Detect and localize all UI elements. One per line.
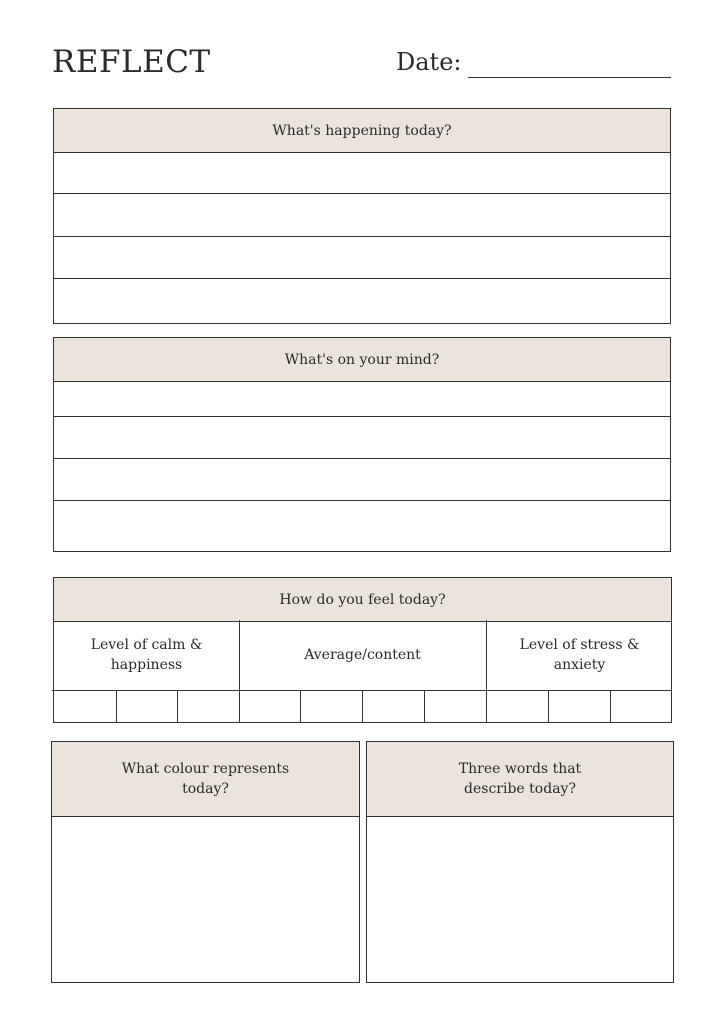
writing-line[interactable]	[54, 278, 670, 279]
words-section	[366, 741, 674, 983]
colour-section	[51, 741, 360, 983]
date-label: Date:	[396, 48, 462, 76]
writing-line[interactable]	[54, 193, 670, 194]
feel-title: How do you feel today?	[279, 591, 446, 608]
words-title: Three words that describe today?	[458, 761, 582, 797]
calm-label: Level of calm & happiness	[90, 637, 203, 673]
happening-title: What's happening today?	[272, 122, 452, 139]
feel-scale-labels	[54, 620, 671, 690]
page-title: REFLECT	[52, 44, 211, 80]
stress-label: Level of stress & anxiety	[519, 637, 640, 673]
happening-section	[53, 108, 671, 324]
colour-header	[52, 742, 359, 817]
writing-line[interactable]	[54, 236, 670, 237]
colour-title: What colour represents today?	[121, 761, 290, 797]
writing-line[interactable]	[54, 416, 670, 417]
words-header	[367, 742, 673, 817]
feel-header	[54, 578, 671, 622]
date-input-line[interactable]	[468, 77, 671, 78]
writing-line[interactable]	[54, 458, 670, 459]
words-answer-area[interactable]	[367, 816, 673, 982]
mind-header	[54, 338, 670, 382]
writing-line[interactable]	[54, 500, 670, 501]
happening-header	[54, 109, 670, 153]
feel-section	[53, 577, 672, 723]
average-label: Average/content	[304, 647, 421, 663]
mind-title: What's on your mind?	[284, 351, 440, 368]
mind-section	[53, 337, 671, 552]
colour-answer-area[interactable]	[52, 816, 359, 982]
rating-row	[54, 690, 671, 722]
